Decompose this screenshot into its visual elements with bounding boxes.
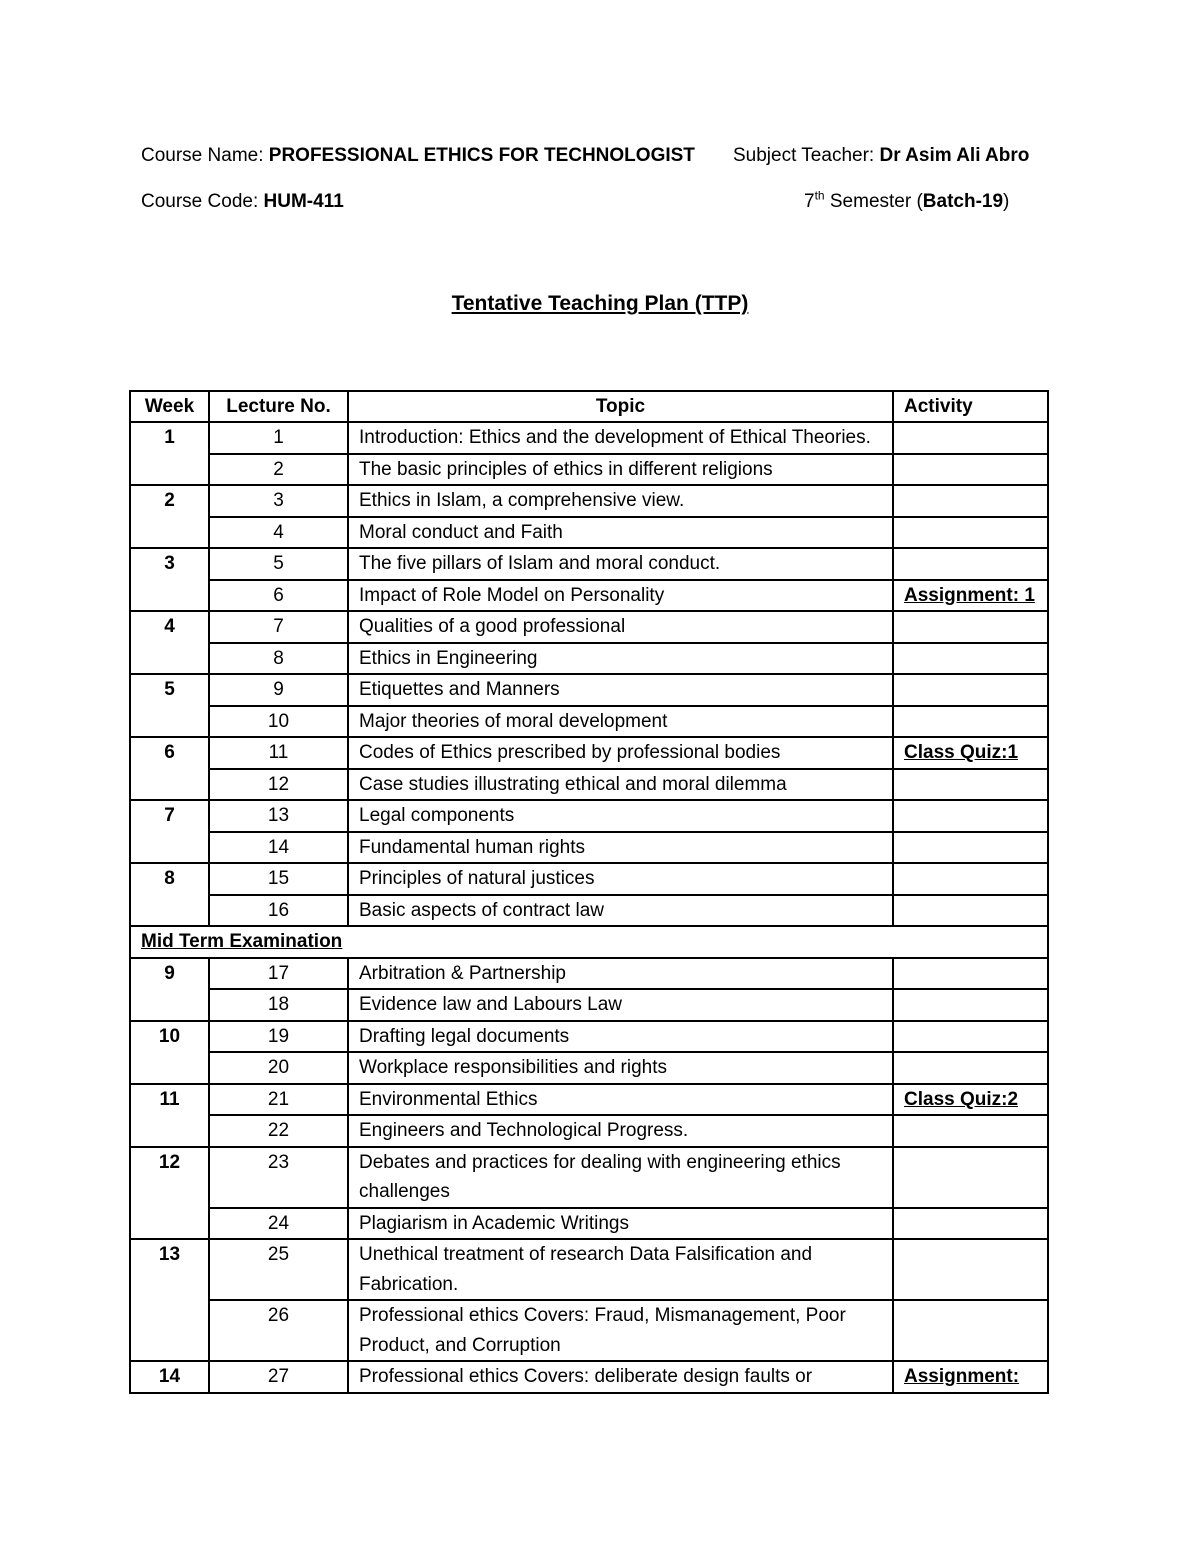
table-row <box>130 1052 1048 1084</box>
activity-cell <box>893 769 1048 801</box>
semester-number: 7 <box>804 191 815 212</box>
week-cell: 13 <box>130 1239 209 1361</box>
week-cell: 10 <box>130 1021 209 1084</box>
lecture-no-cell: 4 <box>209 517 348 549</box>
lecture-no-cell: 5 <box>209 548 348 580</box>
topic-cell: Moral conduct and Faith <box>348 517 893 549</box>
week-cell: 11 <box>130 1084 209 1147</box>
table-row <box>130 517 1048 549</box>
table-row <box>130 1115 1048 1147</box>
table-row <box>130 454 1048 486</box>
activity-cell <box>893 863 1048 895</box>
week-cell: 8 <box>130 863 209 926</box>
week-cell: 9 <box>130 958 209 1021</box>
topic-cell: The basic principles of ethics in different religions <box>348 454 893 486</box>
week-cell: 4 <box>130 611 209 674</box>
table-row <box>130 1300 1048 1361</box>
activity-cell <box>893 548 1048 580</box>
lecture-no-cell: 9 <box>209 674 348 706</box>
activity-cell <box>893 1208 1048 1240</box>
table-row <box>130 643 1048 675</box>
lecture-no-cell: 22 <box>209 1115 348 1147</box>
topic-cell: Codes of Ethics prescribed by professional bodies <box>348 737 893 769</box>
mid-term-label: Mid Term Examination <box>130 926 1048 958</box>
topic-cell: Engineers and Technological Progress. <box>348 1115 893 1147</box>
topic-cell: Fundamental human rights <box>348 832 893 864</box>
week-cell: 7 <box>130 800 209 863</box>
header-topic: Topic <box>348 391 893 422</box>
lecture-no-cell: 15 <box>209 863 348 895</box>
teacher-label: Subject Teacher: <box>733 145 875 166</box>
topic-cell: Unethical treatment of research Data Falsification and Fabrication. <box>348 1239 893 1300</box>
table-row <box>130 485 1048 517</box>
table-row <box>130 895 1048 927</box>
topic-cell: Impact of Role Model on Personality <box>348 580 893 612</box>
activity-cell <box>893 1052 1048 1084</box>
course-code: HUM-411 <box>263 191 344 212</box>
lecture-no-cell: 12 <box>209 769 348 801</box>
activity-cell <box>893 800 1048 832</box>
course-name-line <box>141 144 695 168</box>
course-name: PROFESSIONAL ETHICS FOR TECHNOLOGIST <box>268 145 695 166</box>
topic-cell: Principles of natural justices <box>348 863 893 895</box>
header-week: Week <box>130 391 209 422</box>
semester-label: Semester ( <box>829 191 923 212</box>
table-row <box>130 1239 1048 1300</box>
topic-cell: Workplace responsibilities and rights <box>348 1052 893 1084</box>
topic-cell: Plagiarism in Academic Writings <box>348 1208 893 1240</box>
header-lecture-no: Lecture No. <box>209 391 348 422</box>
topic-cell: Professional ethics Covers: Fraud, Mismanagement, Poor Product, and Corruption <box>348 1300 893 1361</box>
table-row <box>130 769 1048 801</box>
topic-cell: Qualities of a good professional <box>348 611 893 643</box>
topic-cell: Debates and practices for dealing with engineering ethics challenges <box>348 1147 893 1208</box>
table-row <box>130 1084 1048 1116</box>
activity-cell <box>893 422 1048 454</box>
activity-cell <box>893 1115 1048 1147</box>
week-cell: 14 <box>130 1361 209 1393</box>
course-code-line <box>141 190 344 214</box>
activity-cell <box>893 1239 1048 1300</box>
lecture-no-cell: 27 <box>209 1361 348 1393</box>
table-row <box>130 548 1048 580</box>
week-cell: 3 <box>130 548 209 611</box>
topic-cell: Case studies illustrating ethical and moral dilemma <box>348 769 893 801</box>
activity-cell <box>893 1021 1048 1053</box>
topic-cell: Basic aspects of contract law <box>348 895 893 927</box>
close-paren: ) <box>1003 191 1010 212</box>
table-header-row <box>130 391 1048 422</box>
activity-cell <box>893 832 1048 864</box>
activity-cell <box>893 674 1048 706</box>
header-activity: Activity <box>893 391 1048 422</box>
topic-cell: Professional ethics Covers: deliberate design faults or <box>348 1361 893 1393</box>
lecture-no-cell: 23 <box>209 1147 348 1208</box>
activity-cell <box>893 643 1048 675</box>
semester-suffix: th <box>814 188 825 203</box>
table-row <box>130 611 1048 643</box>
lecture-no-cell: 2 <box>209 454 348 486</box>
table-row <box>130 800 1048 832</box>
table-row <box>130 1147 1048 1208</box>
table-row <box>130 706 1048 738</box>
subject-teacher-line <box>733 144 1029 168</box>
teaching-plan-table <box>129 390 1049 1394</box>
topic-cell: Ethics in Islam, a comprehensive view. <box>348 485 893 517</box>
topic-cell: Etiquettes and Manners <box>348 674 893 706</box>
lecture-no-cell: 19 <box>209 1021 348 1053</box>
table-row <box>130 737 1048 769</box>
activity-cell <box>893 1147 1048 1208</box>
teacher-name: Dr Asim Ali Abro <box>879 145 1030 166</box>
table-row <box>130 832 1048 864</box>
topic-cell: Ethics in Engineering <box>348 643 893 675</box>
lecture-no-cell: 21 <box>209 1084 348 1116</box>
table-row <box>130 958 1048 990</box>
topic-cell: Environmental Ethics <box>348 1084 893 1116</box>
table-row <box>130 422 1048 454</box>
week-cell: 12 <box>130 1147 209 1240</box>
activity-cell <box>893 895 1048 927</box>
lecture-no-cell: 25 <box>209 1239 348 1300</box>
lecture-no-cell: 16 <box>209 895 348 927</box>
lecture-no-cell: 24 <box>209 1208 348 1240</box>
activity-cell <box>893 989 1048 1021</box>
activity-cell <box>893 485 1048 517</box>
topic-cell: The five pillars of Islam and moral conduct. <box>348 548 893 580</box>
activity-cell <box>893 517 1048 549</box>
page-title: Tentative Teaching Plan (TTP) <box>451 292 749 315</box>
lecture-no-cell: 3 <box>209 485 348 517</box>
lecture-no-cell: 17 <box>209 958 348 990</box>
topic-cell: Evidence law and Labours Law <box>348 989 893 1021</box>
lecture-no-cell: 20 <box>209 1052 348 1084</box>
week-cell: 5 <box>130 674 209 737</box>
lecture-no-cell: 11 <box>209 737 348 769</box>
activity-cell: Class Quiz:1 <box>893 737 1048 769</box>
topic-cell: Legal components <box>348 800 893 832</box>
activity-cell: Assignment: <box>893 1361 1048 1393</box>
activity-cell: Assignment: 1 <box>893 580 1048 612</box>
activity-cell <box>893 1300 1048 1361</box>
activity-cell <box>893 611 1048 643</box>
table-row <box>130 580 1048 612</box>
table-row <box>130 989 1048 1021</box>
activity-cell <box>893 454 1048 486</box>
topic-cell: Major theories of moral development <box>348 706 893 738</box>
activity-cell: Class Quiz:2 <box>893 1084 1048 1116</box>
table-row <box>130 674 1048 706</box>
lecture-no-cell: 8 <box>209 643 348 675</box>
week-cell: 2 <box>130 485 209 548</box>
topic-cell: Arbitration & Partnership <box>348 958 893 990</box>
course-code-label: Course Code: <box>141 191 259 212</box>
lecture-no-cell: 1 <box>209 422 348 454</box>
lecture-no-cell: 26 <box>209 1300 348 1361</box>
lecture-no-cell: 14 <box>209 832 348 864</box>
table-row <box>130 863 1048 895</box>
topic-cell: Introduction: Ethics and the development of Ethical Theories. <box>348 422 893 454</box>
table-body <box>130 422 1048 1393</box>
table-row <box>130 1208 1048 1240</box>
week-cell: 1 <box>130 422 209 485</box>
lecture-no-cell: 6 <box>209 580 348 612</box>
topic-cell: Drafting legal documents <box>348 1021 893 1053</box>
lecture-no-cell: 10 <box>209 706 348 738</box>
table-row <box>130 1021 1048 1053</box>
mid-term-row <box>130 926 1048 958</box>
lecture-no-cell: 7 <box>209 611 348 643</box>
activity-cell <box>893 706 1048 738</box>
semester-line <box>804 190 1009 214</box>
lecture-no-cell: 13 <box>209 800 348 832</box>
week-cell: 6 <box>130 737 209 800</box>
table-row <box>130 1361 1048 1393</box>
lecture-no-cell: 18 <box>209 989 348 1021</box>
course-name-label: Course Name: <box>141 145 264 166</box>
batch: Batch-19 <box>922 191 1004 212</box>
activity-cell <box>893 958 1048 990</box>
